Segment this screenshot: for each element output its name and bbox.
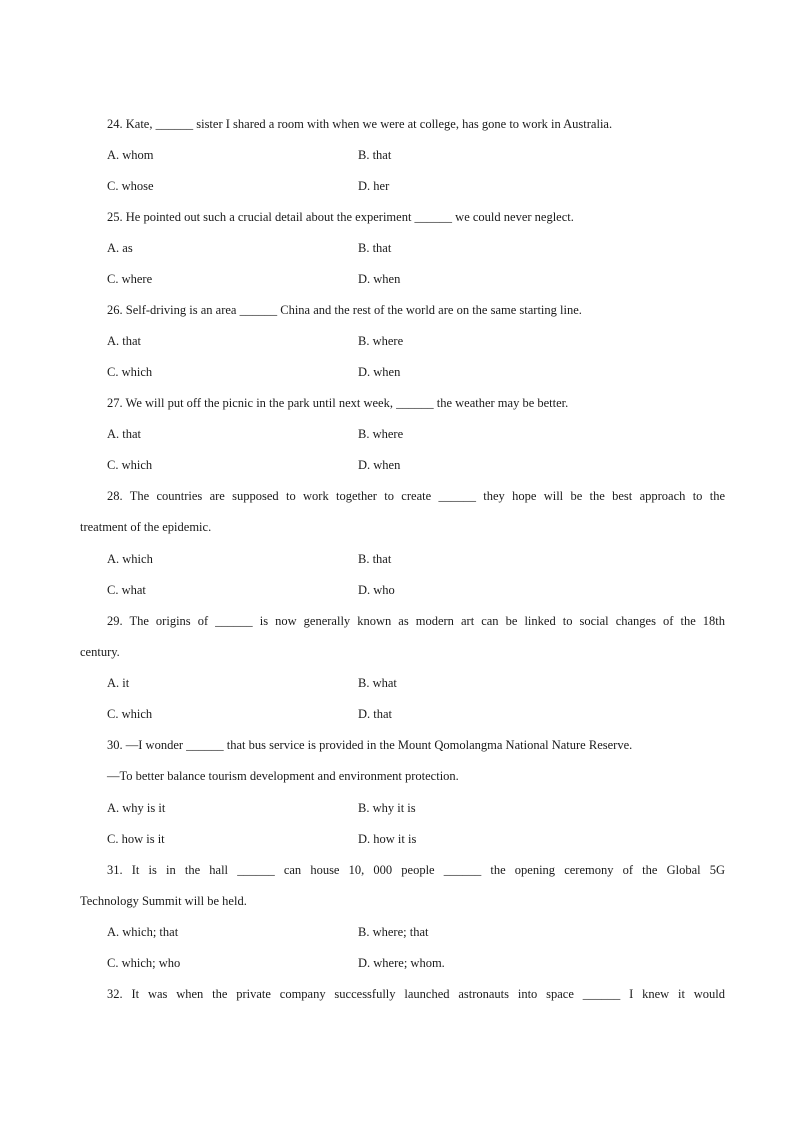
option-c: C. whose — [107, 179, 154, 193]
option-a: A. which — [107, 552, 153, 566]
option-d: D. how it is — [358, 832, 417, 846]
question-number: 28. — [107, 489, 123, 503]
option-a: A. which; that — [107, 925, 179, 939]
answer-blank: ______ — [155, 117, 194, 131]
option-c: C. where — [107, 272, 153, 286]
option-a: A. as — [107, 241, 133, 255]
option-c: C. which — [107, 365, 153, 379]
stem-text: —I wonder — [125, 738, 184, 752]
question-number: 29. — [107, 614, 123, 628]
question-number: 32. — [107, 987, 123, 1001]
stem-text: It is in the hall — [131, 863, 229, 877]
question-30-reply: —To better balance tourism development and environment protection. — [107, 769, 459, 783]
question-number: 31. — [107, 863, 123, 877]
answer-blank: ______ — [414, 210, 453, 224]
option-a: A. whom — [107, 148, 154, 162]
option-c: C. how is it — [107, 832, 165, 846]
option-b: B. that — [358, 148, 392, 162]
answer-blank: ______ — [443, 863, 482, 877]
option-c: C. which — [107, 458, 153, 472]
question-26-stem — [107, 302, 582, 318]
answer-blank: ______ — [396, 396, 434, 410]
question-number: 30. — [107, 738, 123, 752]
option-b: B. what — [358, 676, 397, 690]
stem-text: the weather may be better. — [436, 396, 569, 410]
option-b: B. where — [358, 334, 404, 348]
stem-text: sister I shared a room with when we were at college, has gone to work in Australia. — [196, 117, 613, 131]
stem-text: We will put off the picnic in the park until next week, — [125, 396, 393, 410]
answer-blank: ______ — [582, 987, 621, 1001]
answer-blank: ______ — [186, 738, 224, 752]
stem-text: Kate, — [125, 117, 153, 131]
option-a: A. it — [107, 676, 130, 690]
answer-blank: ______ — [215, 614, 253, 628]
option-d: D. when — [358, 365, 401, 379]
option-d: D. when — [358, 458, 401, 472]
question-25-stem — [107, 209, 574, 225]
option-b: B. where — [358, 427, 404, 441]
option-c: C. which; who — [107, 956, 181, 970]
option-c: C. which — [107, 707, 153, 721]
option-a: A. why is it — [107, 801, 166, 815]
question-27-stem — [107, 395, 568, 411]
stem-text: It was when the private company successfully launched astronauts into space — [131, 987, 574, 1001]
question-24-stem — [107, 116, 612, 132]
question-number: 24. — [107, 117, 123, 131]
stem-text: He pointed out such a crucial detail about the experiment — [125, 210, 412, 224]
stem-text: we could never neglect. — [455, 210, 574, 224]
stem-text: The countries are supposed to work together to create — [129, 489, 432, 503]
question-30-stem — [107, 737, 632, 753]
question-28-stem-continued: treatment of the epidemic. — [80, 520, 212, 534]
option-c: C. what — [107, 583, 146, 597]
stem-text: they hope will be the best approach to the — [483, 489, 725, 503]
stem-text: I knew it would — [629, 987, 726, 1001]
option-d: D. that — [358, 707, 393, 721]
stem-text: can house 10, 000 people — [283, 863, 435, 877]
option-b: B. that — [358, 552, 392, 566]
question-number: 25. — [107, 210, 123, 224]
answer-blank: ______ — [237, 863, 275, 877]
stem-text: Self-driving is an area — [125, 303, 237, 317]
question-32-stem — [107, 986, 725, 1002]
question-31-stem-continued: Technology Summit will be held. — [80, 894, 247, 908]
stem-text: The origins of — [129, 614, 209, 628]
answer-blank: ______ — [438, 489, 476, 503]
question-number: 27. — [107, 396, 123, 410]
option-d: D. who — [358, 583, 395, 597]
stem-text: that bus service is provided in the Mount Qomolangma National Nature Reserve. — [226, 738, 633, 752]
option-d: D. her — [358, 179, 390, 193]
stem-text: is now generally known as modern art can be linked to social changes of the 18th — [259, 614, 726, 628]
option-b: B. why it is — [358, 801, 416, 815]
question-28-stem — [107, 488, 725, 504]
question-number: 26. — [107, 303, 123, 317]
option-b: B. that — [358, 241, 392, 255]
stem-text: China and the rest of the world are on the same starting line. — [280, 303, 582, 317]
question-29-stem-continued: century. — [80, 645, 120, 659]
question-31-stem — [107, 862, 725, 878]
stem-text: the opening ceremony of the Global 5G — [490, 863, 726, 877]
option-d: D. when — [358, 272, 401, 286]
answer-blank: ______ — [239, 303, 278, 317]
option-a: A. that — [107, 427, 142, 441]
option-b: B. where; that — [358, 925, 429, 939]
question-29-stem — [107, 613, 725, 629]
option-a: A. that — [107, 334, 142, 348]
option-d: D. where; whom. — [358, 956, 445, 970]
